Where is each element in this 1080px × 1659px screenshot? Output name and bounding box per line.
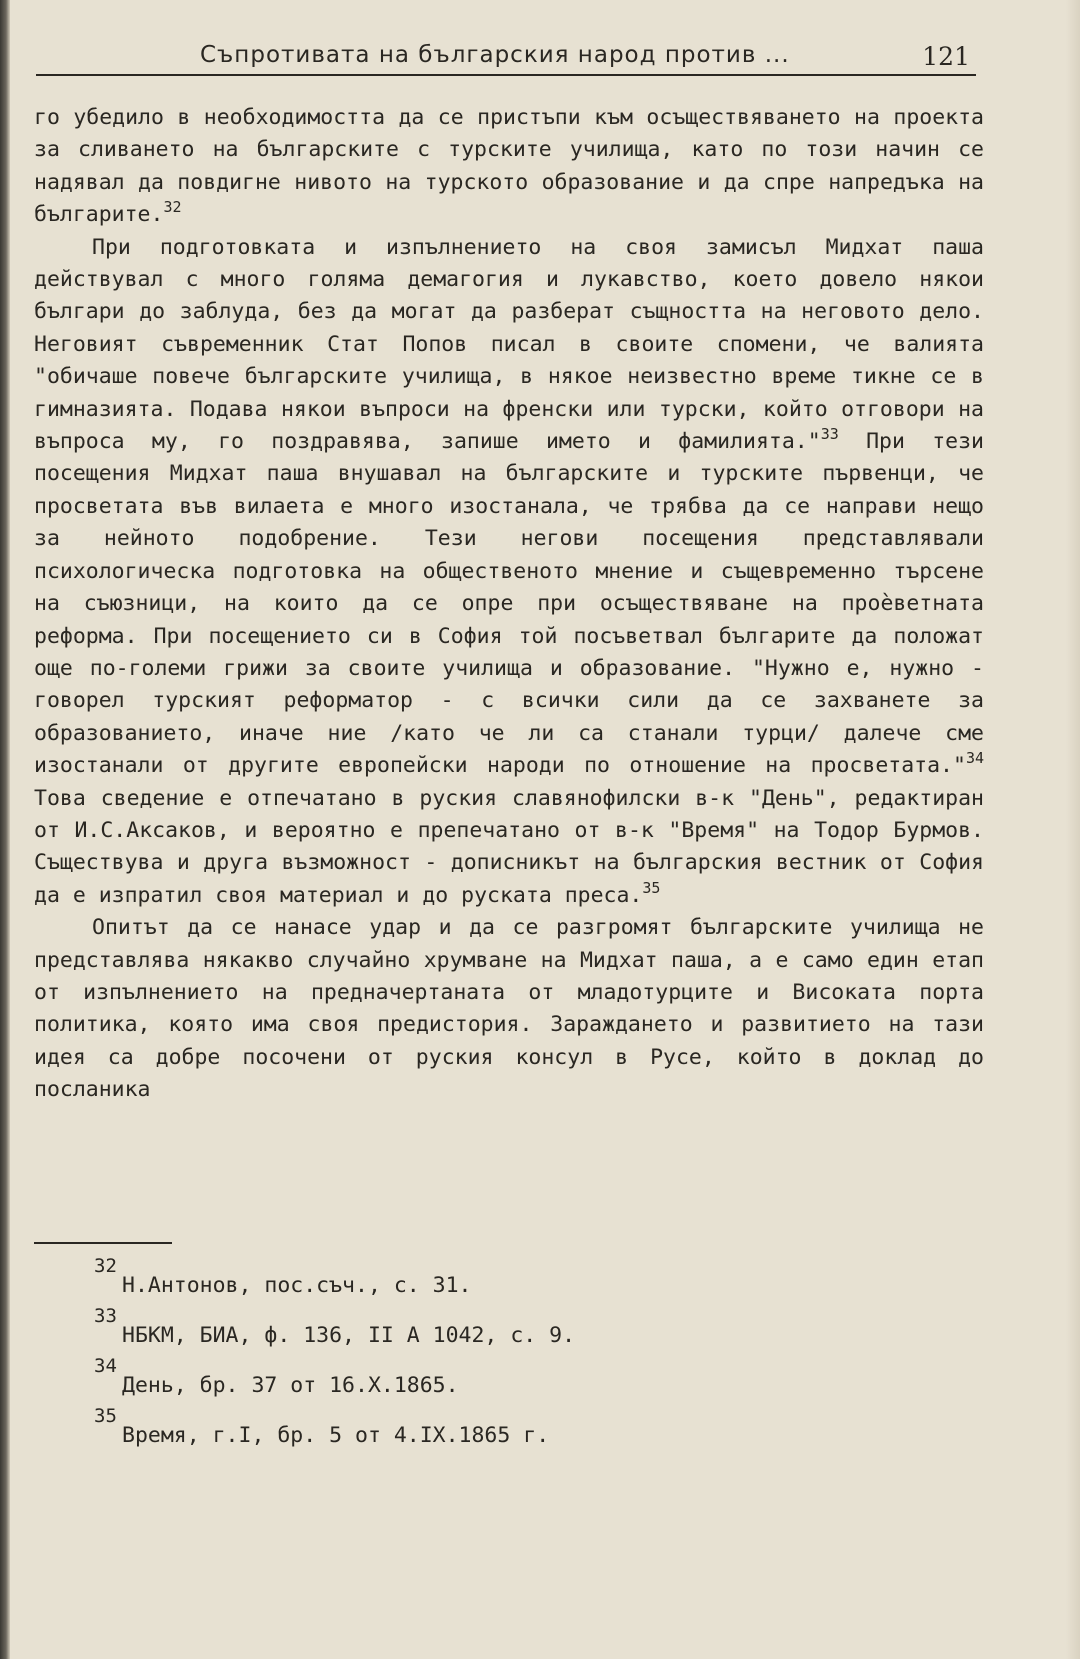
footnote-33: [94, 1305, 974, 1355]
footnote-32: [94, 1255, 974, 1305]
footnote-text: День, бр. 37 от 16.X.1865.: [122, 1373, 459, 1398]
footnote-number: 35: [94, 1405, 117, 1427]
footnote-number: 34: [94, 1355, 117, 1377]
footnote-34: [94, 1355, 974, 1405]
text-segment: При подготовката и изпълнението на своя замисъл Мидхат паша действувал с много голяма демагогия и лукавство, което довело някои българи до заблуда, без да могат да разберат същността на неговото дело. Неговият съвременник Стат Попов писал в своите спомени, че валията "обичаше повече българските училища, в някое неизвестно време тикне се в гимназията. Подава някои въпроси на френски или турски, който отговори на въпроса му, го поздравява, запише името и фамилията.": [34, 234, 984, 455]
footnote-ref-33: 33: [820, 425, 839, 444]
paragraph-continued: [34, 102, 984, 232]
footnote-number: 33: [94, 1305, 117, 1327]
text-segment: При тези посещения Мидхат паша внушавал на българските и турските първенци, че просветата във вилаета е много изостанала, че трябва да се направи нещо за нейното подобрение. Тези негови посещения представлявали психологическа подготовка на общественото мнение и същевременно търсене на съюзници, на които да се опре при осъществяване на проѐветната реформа. При посещението си в София той посъветвал българите да положат още по-големи грижи за своите училища и образование. "Нужно е, нужно - говорел турският реформатор - с всички сили да се захванете за образованието, иначе ние /като че ли са станали турци/ далече сме изостанали от другите европейски народи по отношение на просветата.": [34, 429, 985, 779]
footnote-35: [94, 1405, 974, 1455]
body-text: [34, 102, 984, 1107]
binding-shadow: [0, 0, 10, 1659]
footnote-ref-35: 35: [642, 878, 661, 897]
page-edge: [1066, 0, 1080, 1659]
footnote-number: 32: [94, 1255, 117, 1277]
footnotes: [94, 1255, 974, 1455]
footnote-text: Н.Антонов, пос.съч., с. 31.: [122, 1273, 472, 1298]
running-title: Съпротивата на българския народ против ...: [200, 42, 790, 68]
footnote-text: НБКМ, БИА, ф. 136, II А 1042, с. 9.: [122, 1323, 576, 1348]
text-segment: Това сведение е отпечатано в руския славянофилски в-к "День", редактиран от И.С.Аксаков, и вероятно е препечатано от в-к "Время" на Тодор Бурмов. Съществува и друга възможност - дописникът на българския вестник от София да е изпратил своя материал и до руската преса.: [34, 785, 984, 908]
text-segment: го убедило в необходимостта да се пристъпи към осъществяването на проекта за сливането на българските с турските училища, като по този начин се надявал да повдигне нивото на турското образование и да спре напредъка на българите.: [34, 105, 984, 228]
paragraph: [34, 232, 984, 913]
footnote-ref-32: 32: [163, 198, 182, 217]
paragraph: [34, 912, 984, 1106]
page-number: 121: [922, 42, 970, 71]
page-header: [36, 40, 976, 76]
footnote-divider: [34, 1242, 172, 1244]
footnote-ref-34: 34: [965, 749, 984, 768]
footnote-text: Время, г.I, бр. 5 от 4.IX.1865 г.: [122, 1423, 550, 1448]
text-segment: Опитът да се нанасе удар и да се разгромят българските училища не представлява някакво случайно хрумване на Мидхат паша, а е само един етап от изпълнението на предначертаната от младотурците и Високата порта политика, която има своя предистория. Зараждането и развитието на тази идея са добре посочени от руския консул в Русе, който в доклад до посланика: [34, 915, 984, 1103]
